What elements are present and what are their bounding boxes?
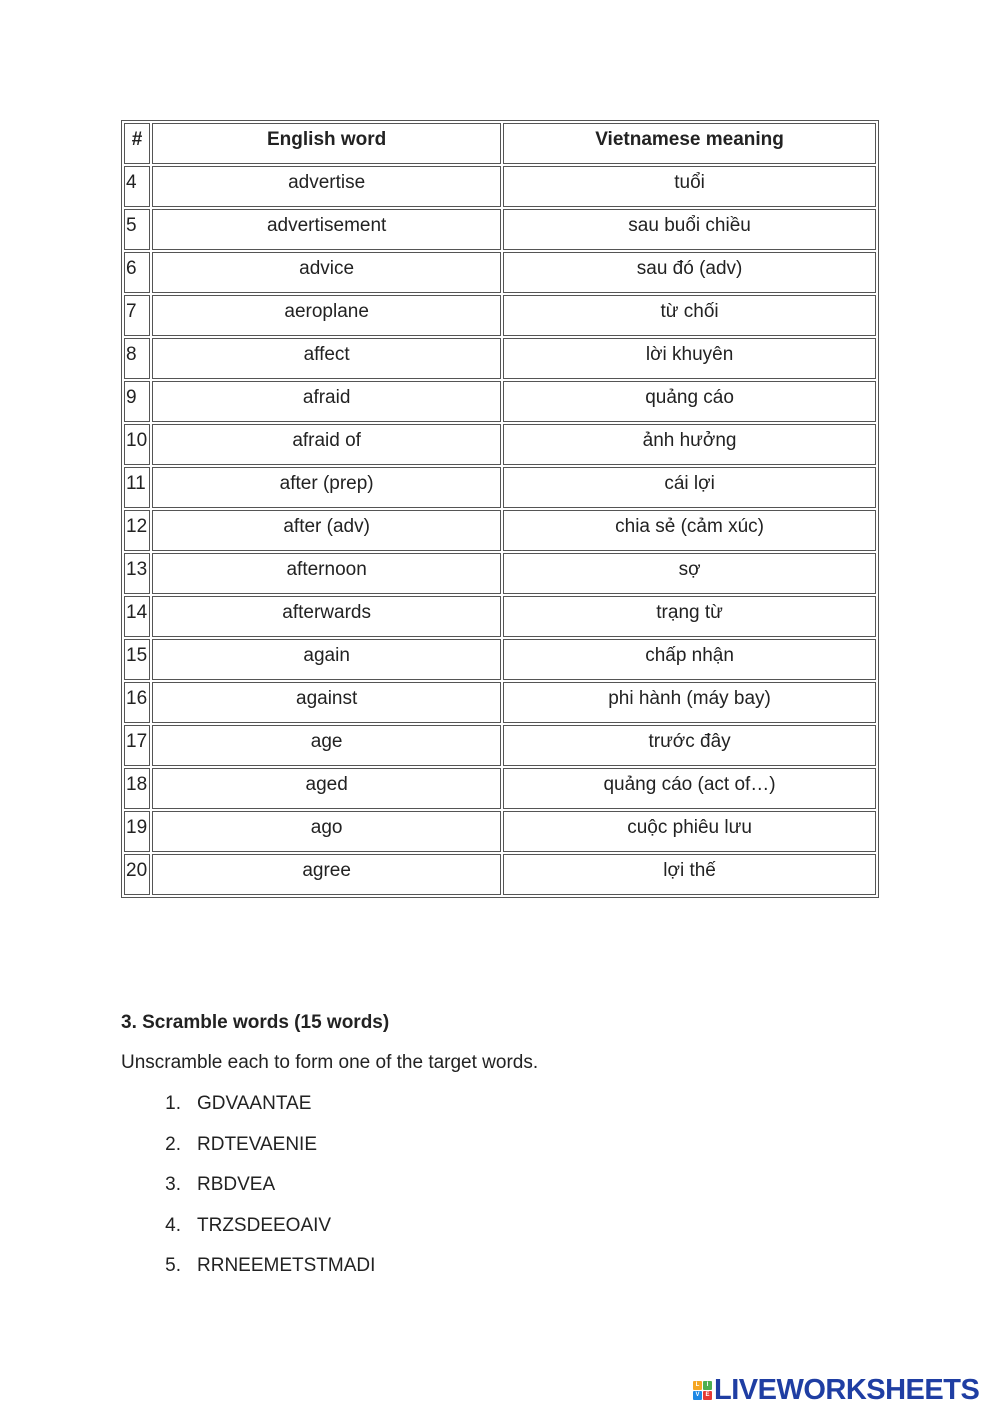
header-english-word: English word — [152, 123, 501, 164]
list-item — [121, 1173, 375, 1214]
vietnamese-meaning: ảnh hưởng — [503, 424, 876, 465]
english-word: ago — [152, 811, 501, 852]
english-word: age — [152, 725, 501, 766]
table-row — [124, 209, 876, 250]
scrambled-word: RRNEEMETSTMADI — [197, 1255, 376, 1276]
list-item-number: 3. — [165, 1174, 181, 1195]
vietnamese-meaning: phi hành (máy bay) — [503, 682, 876, 723]
english-word: after (adv) — [152, 510, 501, 551]
row-number: 16 — [124, 682, 150, 723]
liveworksheets-logo — [693, 1374, 979, 1406]
english-word: against — [152, 682, 501, 723]
english-word: agree — [152, 854, 501, 895]
table-row — [124, 424, 876, 465]
english-word: advertise — [152, 166, 501, 207]
row-number: 12 — [124, 510, 150, 551]
scrambled-word: RDTEVAENIE — [197, 1133, 318, 1155]
row-number: 10 — [124, 424, 150, 465]
english-word: afternoon — [152, 553, 501, 594]
english-word: advertisement — [152, 209, 501, 250]
scrambled-word: RBDVEA — [197, 1174, 276, 1195]
table-row — [124, 596, 876, 637]
logo-mark-square: I — [703, 1381, 712, 1390]
row-number: 18 — [124, 768, 150, 809]
table-row — [124, 768, 876, 809]
english-word: afterwards — [152, 596, 501, 637]
english-word: afraid of — [152, 424, 501, 465]
header-number: # — [124, 123, 150, 164]
vietnamese-meaning: quảng cáo — [503, 381, 876, 422]
vietnamese-meaning: cái lợi — [503, 467, 876, 508]
row-number: 13 — [124, 553, 150, 594]
table-row — [124, 510, 876, 551]
logo-mark-square: E — [703, 1391, 712, 1400]
vietnamese-meaning: lời khuyên — [503, 338, 876, 379]
row-number: 17 — [124, 725, 150, 766]
vocabulary-table-body — [124, 166, 876, 895]
list-item — [121, 1254, 375, 1295]
section-instruction: Unscramble each to form one of the target words. — [121, 1052, 539, 1073]
row-number: 6 — [124, 252, 150, 293]
row-number: 20 — [124, 854, 150, 895]
vietnamese-meaning: lợi thế — [503, 854, 876, 895]
list-item-number: 4. — [165, 1214, 181, 1236]
english-word: aeroplane — [152, 295, 501, 336]
table-row — [124, 467, 876, 508]
vietnamese-meaning: sợ — [503, 553, 876, 594]
english-word: after (prep) — [152, 467, 501, 508]
vietnamese-meaning: chia sẻ (cảm xúc) — [503, 510, 876, 551]
table-row — [124, 639, 876, 680]
vietnamese-meaning: trạng từ — [503, 596, 876, 637]
english-word: affect — [152, 338, 501, 379]
logo-mark-square: V — [693, 1391, 702, 1400]
vietnamese-meaning: sau buổi chiều — [503, 209, 876, 250]
table-row — [124, 295, 876, 336]
vietnamese-meaning: trước đây — [503, 725, 876, 766]
english-word: afraid — [152, 381, 501, 422]
row-number: 7 — [124, 295, 150, 336]
table-row — [124, 252, 876, 293]
list-item-number: 2. — [165, 1133, 181, 1155]
row-number: 15 — [124, 639, 150, 680]
scramble-word-list — [121, 1092, 375, 1295]
table-row — [124, 338, 876, 379]
logo-text: LIVEWORKSHEETS — [714, 1373, 980, 1406]
vietnamese-meaning: chấp nhận — [503, 639, 876, 680]
vietnamese-meaning: cuộc phiêu lưu — [503, 811, 876, 852]
list-item — [121, 1214, 375, 1255]
table-row — [124, 854, 876, 895]
list-item — [121, 1133, 375, 1174]
table-row — [124, 381, 876, 422]
vietnamese-meaning: sau đó (adv) — [503, 252, 876, 293]
row-number: 4 — [124, 166, 150, 207]
vietnamese-meaning: tuổi — [503, 166, 876, 207]
table-row — [124, 682, 876, 723]
row-number: 19 — [124, 811, 150, 852]
scrambled-word: TRZSDEEOAIV — [197, 1214, 332, 1236]
logo-mark-icon — [693, 1381, 712, 1400]
row-number: 14 — [124, 596, 150, 637]
table-row — [124, 553, 876, 594]
row-number: 8 — [124, 338, 150, 379]
logo-mark-square: L — [693, 1381, 702, 1390]
list-item-number: 5. — [165, 1255, 181, 1276]
row-number: 11 — [124, 467, 150, 508]
scrambled-word: GDVAANTAE — [197, 1093, 312, 1114]
table-row — [124, 725, 876, 766]
vocabulary-table — [121, 120, 879, 898]
list-item-number: 1. — [165, 1093, 181, 1114]
table-row — [124, 811, 876, 852]
vietnamese-meaning: quảng cáo (act of…) — [503, 768, 876, 809]
table-header-row — [124, 123, 876, 164]
vietnamese-meaning: từ chối — [503, 295, 876, 336]
row-number: 5 — [124, 209, 150, 250]
english-word: advice — [152, 252, 501, 293]
english-word: again — [152, 639, 501, 680]
table-row — [124, 166, 876, 207]
english-word: aged — [152, 768, 501, 809]
header-vietnamese-meaning: Vietnamese meaning — [503, 123, 876, 164]
row-number: 9 — [124, 381, 150, 422]
section-heading: 3. Scramble words (15 words) — [121, 1012, 390, 1033]
list-item — [121, 1092, 375, 1133]
